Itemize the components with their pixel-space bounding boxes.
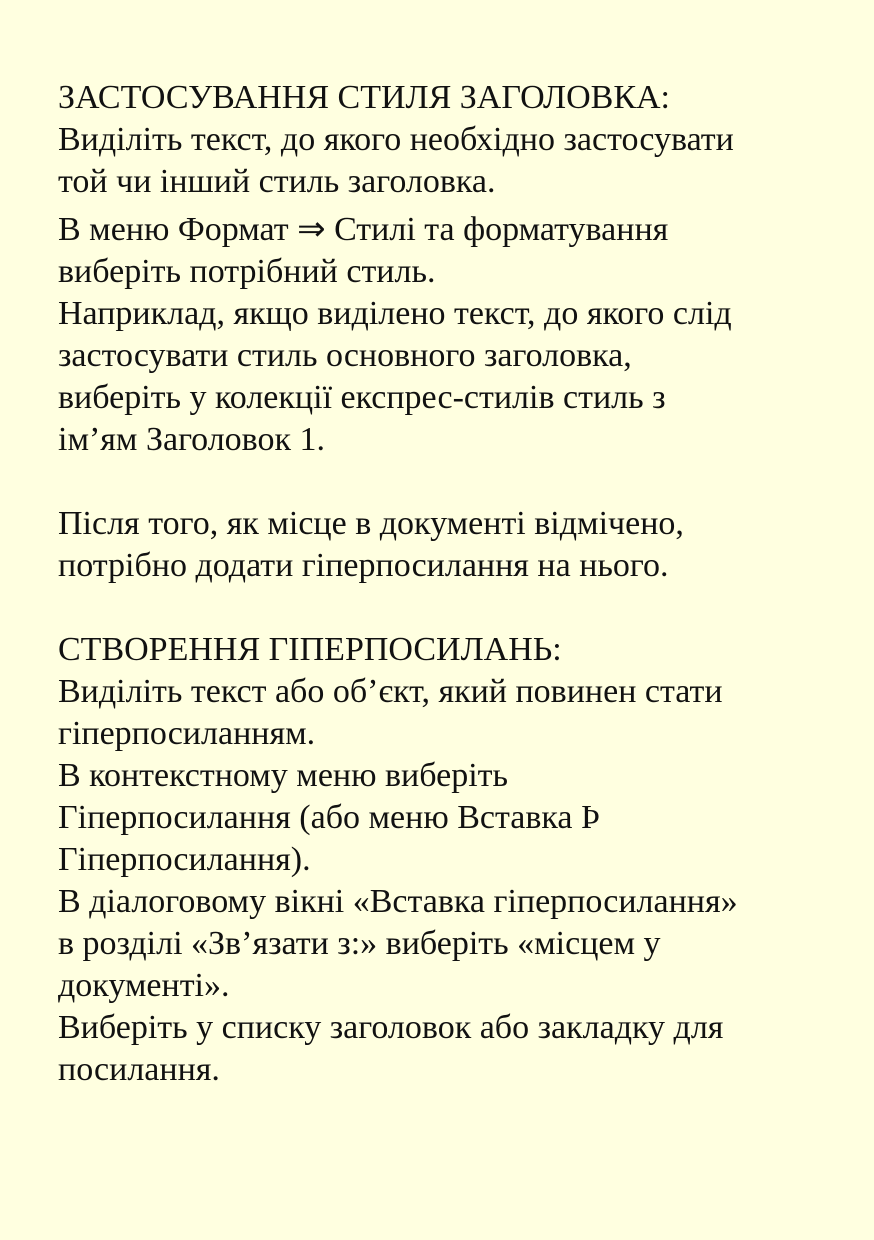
- text-line: ім’ям Заголовок 1.: [58, 421, 326, 458]
- document-body: [58, 77, 848, 1091]
- text-line: той чи інший стиль заголовка.: [58, 163, 496, 200]
- text-line: посилання.: [58, 1051, 220, 1088]
- text-line: потрібно додати гіперпосилання на нього.: [58, 547, 669, 584]
- section-heading: ЗАСТОСУВАННЯ СТИЛЯ ЗАГОЛОВКА:: [58, 79, 670, 116]
- text-line: застосувати стиль основного заголовка,: [58, 337, 632, 374]
- blank-line: [58, 587, 848, 629]
- blank-line: [58, 461, 848, 503]
- text-line: виберіть потрібний стиль.: [58, 253, 436, 290]
- text-line: виберіть у колекції експрес-стилів стиль з: [58, 379, 666, 416]
- text-line: Виберіть у списку заголовок або закладку для: [58, 1009, 724, 1046]
- text-line: в розділі «Зв’язати з:» виберіть «місцем у: [58, 925, 661, 962]
- section-heading: СТВОРЕННЯ ГІПЕРПОСИЛАНЬ:: [58, 631, 562, 668]
- text-line: Наприклад, якщо виділено текст, до якого слід: [58, 295, 732, 332]
- text-line: Гіперпосилання).: [58, 841, 311, 878]
- text-line: Гіперпосилання (або меню Вставка Þ: [58, 799, 600, 836]
- text-line: Виділіть текст, до якого необхідно застосувати: [58, 121, 734, 158]
- text-line: Виділіть текст або об’єкт, який повинен стати: [58, 673, 723, 710]
- text-line: В контекстному меню виберіть: [58, 757, 509, 794]
- text-line: В діалоговому вікні «Вставка гіперпосилання»: [58, 883, 738, 920]
- text-line: документі».: [58, 967, 230, 1004]
- text-line: Після того, як місце в документі відмічено,: [58, 505, 684, 542]
- text-line: В меню Формат ⇒ Стилі та форматування: [58, 211, 669, 248]
- text-line: гіперпосиланням.: [58, 715, 316, 752]
